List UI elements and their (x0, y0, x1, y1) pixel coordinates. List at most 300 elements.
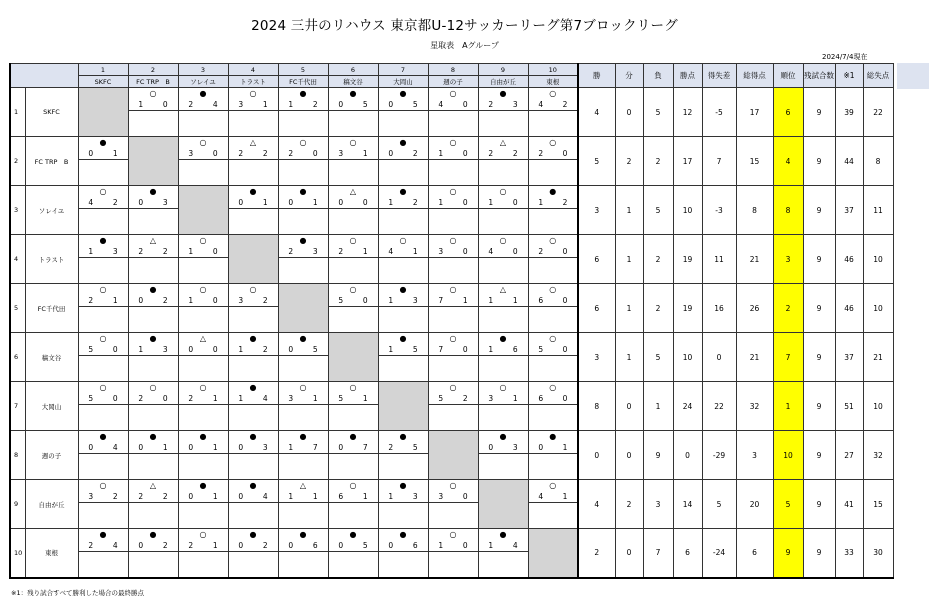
empty-cell (278, 466, 328, 480)
row-team-name: トラスト (25, 235, 78, 284)
score-against: 6 (303, 540, 328, 552)
score-for: 0 (278, 197, 303, 209)
score-for: 1 (128, 344, 153, 356)
score-for: 1 (228, 393, 253, 405)
stat-cell: 21 (736, 333, 773, 382)
score-against: 2 (153, 540, 178, 552)
score-for: 2 (528, 148, 553, 160)
column-number: 2 (128, 64, 178, 76)
empty-cell (128, 258, 178, 270)
rank-cell: 6 (773, 88, 803, 137)
score-against: 2 (253, 344, 278, 356)
result-mark: ● (128, 333, 178, 345)
result-mark: ● (228, 480, 278, 492)
empty-cell (78, 319, 128, 333)
empty-cell (528, 454, 578, 466)
score-for: 0 (128, 540, 153, 552)
row-team-name: SKFC (25, 88, 78, 137)
score-for: 6 (528, 393, 553, 405)
stat-cell: 46 (835, 284, 863, 333)
score-for: 1 (428, 540, 453, 552)
score-for: 3 (478, 393, 503, 405)
stat-cell: 0 (578, 431, 615, 480)
score-against: 5 (353, 99, 378, 111)
stat-cell: 30 (863, 529, 893, 578)
empty-cell (328, 172, 378, 186)
empty-cell (478, 552, 528, 564)
empty-cell (178, 503, 228, 515)
score-against: 4 (503, 540, 528, 552)
result-mark: ○ (78, 186, 128, 198)
empty-cell (528, 503, 578, 515)
row-team-name: 週の子 (25, 431, 78, 480)
result-mark: ● (178, 480, 228, 492)
empty-cell (278, 515, 328, 529)
score-for: 4 (528, 491, 553, 503)
empty-cell (78, 515, 128, 529)
stat-cell: 0 (615, 529, 643, 578)
empty-cell (478, 417, 528, 431)
self-match-cell (278, 284, 328, 307)
stat-cell: 32 (736, 382, 773, 431)
score-for: 0 (228, 442, 253, 454)
stat-cell: 4 (578, 88, 615, 137)
score-against: 1 (453, 295, 478, 307)
empty-cell (178, 564, 228, 578)
score-for: 5 (328, 295, 353, 307)
result-mark: ● (278, 88, 328, 100)
result-mark: △ (178, 333, 228, 345)
empty-cell (478, 405, 528, 417)
stat-cell: 9 (803, 529, 835, 578)
score-against: 1 (303, 197, 328, 209)
score-against: 7 (303, 442, 328, 454)
result-mark: ○ (478, 186, 528, 198)
result-mark: ● (128, 284, 178, 296)
score-against: 3 (303, 246, 328, 258)
empty-cell (528, 307, 578, 319)
score-against: 1 (203, 393, 228, 405)
empty-cell (528, 515, 578, 529)
empty-cell (228, 515, 278, 529)
rank-cell: 1 (773, 382, 803, 431)
empty-cell (128, 417, 178, 431)
empty-cell (378, 454, 428, 466)
empty-cell (428, 564, 478, 578)
empty-cell (428, 503, 478, 515)
stat-cell: 12 (673, 88, 702, 137)
score-for: 1 (478, 295, 503, 307)
result-mark: ○ (128, 382, 178, 394)
score-against: 1 (353, 148, 378, 160)
empty-cell (378, 123, 428, 137)
score-against: 3 (403, 295, 428, 307)
self-match-cell (178, 209, 228, 235)
empty-cell (78, 209, 128, 221)
stat-header: 分 (615, 64, 643, 88)
empty-cell (328, 160, 378, 172)
score-for: 2 (378, 442, 403, 454)
stat-cell: 11 (863, 186, 893, 235)
empty-cell (178, 307, 228, 319)
empty-cell (428, 417, 478, 431)
result-mark: ○ (428, 88, 478, 100)
stat-cell: 6 (578, 235, 615, 284)
stat-header: ※1 (835, 64, 863, 88)
empty-cell (378, 552, 428, 564)
empty-cell (378, 209, 428, 221)
empty-cell (128, 405, 178, 417)
self-match-cell (428, 431, 478, 454)
result-mark: ● (128, 186, 178, 198)
empty-cell (528, 319, 578, 333)
score-for: 0 (378, 148, 403, 160)
result-mark: ○ (428, 529, 478, 541)
stat-cell: 3 (643, 480, 673, 529)
result-mark: ● (278, 186, 328, 198)
self-match-cell (378, 405, 428, 431)
stat-cell: 5 (702, 480, 736, 529)
empty-cell (478, 454, 528, 466)
stat-cell: 27 (835, 431, 863, 480)
score-against: 1 (503, 295, 528, 307)
score-for: 4 (378, 246, 403, 258)
result-mark: ● (328, 431, 378, 443)
stat-cell: 2 (615, 137, 643, 186)
row-number: 8 (10, 431, 25, 480)
empty-cell (278, 552, 328, 564)
score-for: 1 (378, 344, 403, 356)
stat-cell: 5 (643, 333, 673, 382)
empty-cell (478, 172, 528, 186)
result-mark: ● (128, 529, 178, 541)
empty-cell (178, 319, 228, 333)
empty-cell (478, 356, 528, 368)
empty-cell (528, 258, 578, 270)
empty-cell (478, 209, 528, 221)
stat-cell: 2 (643, 284, 673, 333)
empty-cell (328, 417, 378, 431)
score-for: 2 (78, 295, 103, 307)
row-number: 9 (10, 480, 25, 529)
stat-cell: 17 (673, 137, 702, 186)
score-against: 2 (553, 99, 578, 111)
result-mark: ● (378, 137, 428, 149)
result-mark: ● (378, 529, 428, 541)
empty-cell (428, 356, 478, 368)
score-for: 5 (328, 393, 353, 405)
empty-cell (178, 270, 228, 284)
score-against: 0 (553, 344, 578, 356)
result-mark: ● (478, 333, 528, 345)
result-mark: ● (378, 333, 428, 345)
result-mark: ○ (78, 333, 128, 345)
score-for: 1 (478, 197, 503, 209)
empty-cell (228, 319, 278, 333)
score-for: 0 (178, 344, 203, 356)
empty-cell (278, 417, 328, 431)
score-against: 1 (253, 197, 278, 209)
result-mark: ○ (428, 333, 478, 345)
empty-cell (328, 503, 378, 515)
result-mark: ● (478, 431, 528, 443)
result-mark: ○ (528, 382, 578, 394)
result-mark: △ (478, 284, 528, 296)
score-for: 3 (428, 491, 453, 503)
rank-cell: 7 (773, 333, 803, 382)
score-for: 1 (178, 246, 203, 258)
result-mark: ● (378, 284, 428, 296)
stat-cell: -29 (702, 431, 736, 480)
rank-cell: 3 (773, 235, 803, 284)
empty-cell (478, 258, 528, 270)
empty-cell (428, 160, 478, 172)
empty-cell (178, 417, 228, 431)
score-for: 1 (378, 197, 403, 209)
result-mark: ● (78, 431, 128, 443)
empty-cell (528, 123, 578, 137)
empty-cell (228, 123, 278, 137)
score-against: 0 (553, 148, 578, 160)
result-mark: ○ (528, 284, 578, 296)
standings-table (9, 63, 894, 579)
stat-cell: 21 (863, 333, 893, 382)
result-mark: ● (378, 186, 428, 198)
stat-header: 勝点 (673, 64, 702, 88)
empty-cell (428, 270, 478, 284)
empty-cell (528, 209, 578, 221)
score-against: 0 (103, 344, 128, 356)
result-mark: ○ (178, 137, 228, 149)
empty-cell (378, 270, 428, 284)
empty-cell (228, 368, 278, 382)
empty-cell (328, 405, 378, 417)
stat-cell: 10 (673, 186, 702, 235)
stat-cell: 21 (736, 235, 773, 284)
empty-cell (378, 515, 428, 529)
empty-cell (328, 552, 378, 564)
empty-cell (478, 319, 528, 333)
score-against: 0 (503, 197, 528, 209)
column-number: 8 (428, 64, 478, 76)
stat-cell: 19 (673, 284, 702, 333)
score-for: 2 (278, 148, 303, 160)
rank-cell: 9 (773, 529, 803, 578)
stat-cell: 37 (835, 186, 863, 235)
score-against: 1 (303, 393, 328, 405)
result-mark: ○ (428, 480, 478, 492)
empty-cell (528, 466, 578, 480)
score-for: 2 (178, 99, 203, 111)
result-mark: ○ (528, 235, 578, 247)
empty-cell (128, 319, 178, 333)
score-against: 0 (453, 491, 478, 503)
score-for: 0 (228, 491, 253, 503)
score-for: 2 (478, 99, 503, 111)
stat-cell: 44 (835, 137, 863, 186)
row-team-name: 自由が丘 (25, 480, 78, 529)
stat-cell: 5 (643, 88, 673, 137)
score-against: 2 (253, 295, 278, 307)
result-mark: ● (478, 88, 528, 100)
score-against: 1 (303, 491, 328, 503)
score-against: 0 (453, 540, 478, 552)
result-mark: ● (228, 333, 278, 345)
empty-cell (278, 111, 328, 123)
rank-cell: 2 (773, 284, 803, 333)
empty-cell (228, 160, 278, 172)
result-mark: ○ (178, 529, 228, 541)
empty-cell (178, 258, 228, 270)
empty-cell (478, 466, 528, 480)
empty-cell (178, 454, 228, 466)
result-mark: ● (528, 431, 578, 443)
empty-cell (228, 405, 278, 417)
empty-cell (278, 209, 328, 221)
empty-cell (228, 503, 278, 515)
column-number: 5 (278, 64, 328, 76)
stat-cell: 33 (835, 529, 863, 578)
result-mark: ○ (78, 480, 128, 492)
empty-cell (228, 417, 278, 431)
result-mark: ● (228, 431, 278, 443)
empty-cell (478, 270, 528, 284)
empty-cell (78, 405, 128, 417)
stat-cell: 3 (736, 431, 773, 480)
empty-cell (78, 307, 128, 319)
empty-cell (78, 160, 128, 172)
score-against: 2 (103, 197, 128, 209)
row-team-name: FC TRP B (25, 137, 78, 186)
empty-cell (478, 160, 528, 172)
empty-cell (128, 552, 178, 564)
stat-cell: 14 (673, 480, 702, 529)
score-for: 3 (428, 246, 453, 258)
self-match-cell (328, 356, 378, 382)
score-for: 1 (428, 197, 453, 209)
score-for: 0 (328, 540, 353, 552)
empty-cell (178, 123, 228, 137)
score-against: 6 (503, 344, 528, 356)
stat-cell: 17 (736, 88, 773, 137)
row-team-name: 稿文谷 (25, 333, 78, 382)
empty-cell (378, 466, 428, 480)
as-of-date: 2024/7/4現在 (822, 53, 868, 61)
result-mark: ● (278, 431, 328, 443)
row-team-name: 東根 (25, 529, 78, 578)
result-mark: ○ (478, 235, 528, 247)
score-against: 0 (453, 197, 478, 209)
stat-cell: 9 (803, 382, 835, 431)
stat-cell: 9 (803, 480, 835, 529)
score-for: 2 (78, 540, 103, 552)
empty-cell (78, 172, 128, 186)
score-for: 0 (528, 442, 553, 454)
result-mark: ○ (428, 284, 478, 296)
stat-cell: 9 (803, 137, 835, 186)
rank-cell: 5 (773, 480, 803, 529)
row-team-name: 大岡山 (25, 382, 78, 431)
result-mark: △ (128, 235, 178, 247)
column-team-name: 稿文谷 (328, 76, 378, 88)
result-mark: ● (378, 88, 428, 100)
score-for: 2 (178, 540, 203, 552)
empty-cell (128, 466, 178, 480)
score-against: 0 (453, 148, 478, 160)
result-mark: ○ (328, 284, 378, 296)
column-number: 9 (478, 64, 528, 76)
result-mark: ○ (228, 284, 278, 296)
stat-cell: 22 (702, 382, 736, 431)
stat-cell: 15 (736, 137, 773, 186)
empty-cell (278, 160, 328, 172)
score-for: 3 (178, 148, 203, 160)
score-against: 2 (253, 148, 278, 160)
self-match-cell (478, 503, 528, 529)
empty-cell (178, 552, 228, 564)
score-against: 1 (203, 442, 228, 454)
stat-cell: -24 (702, 529, 736, 578)
self-match-cell (78, 88, 128, 111)
result-mark: △ (128, 480, 178, 492)
empty-cell (278, 564, 328, 578)
score-for: 1 (78, 246, 103, 258)
empty-cell (78, 258, 128, 270)
stat-header: 得失差 (702, 64, 736, 88)
result-mark: ● (178, 431, 228, 443)
score-against: 5 (353, 540, 378, 552)
result-mark: ● (278, 235, 328, 247)
stat-cell: 10 (863, 382, 893, 431)
score-against: 0 (553, 295, 578, 307)
result-mark: ○ (178, 284, 228, 296)
result-mark: ○ (428, 186, 478, 198)
score-against: 3 (153, 344, 178, 356)
empty-cell (378, 172, 428, 186)
score-against: 2 (153, 295, 178, 307)
stat-cell: 2 (643, 235, 673, 284)
stat-header: 総得点 (736, 64, 773, 88)
stat-cell: -5 (702, 88, 736, 137)
row-number: 10 (10, 529, 25, 578)
empty-cell (428, 123, 478, 137)
score-against: 3 (403, 491, 428, 503)
empty-cell (528, 160, 578, 172)
empty-cell (528, 368, 578, 382)
empty-cell (328, 307, 378, 319)
row-number: 7 (10, 382, 25, 431)
score-for: 0 (478, 442, 503, 454)
score-for: 7 (428, 344, 453, 356)
stat-header: 順位 (773, 64, 803, 88)
empty-cell (78, 356, 128, 368)
empty-cell (278, 270, 328, 284)
score-for: 2 (128, 491, 153, 503)
score-against: 1 (553, 442, 578, 454)
stat-cell: 3 (578, 333, 615, 382)
stat-cell: 19 (673, 235, 702, 284)
empty-cell (428, 209, 478, 221)
empty-cell (128, 503, 178, 515)
stat-cell: 9 (803, 284, 835, 333)
empty-cell (128, 515, 178, 529)
empty-cell (478, 564, 528, 578)
score-against: 0 (153, 393, 178, 405)
empty-cell (178, 466, 228, 480)
rank-cell: 10 (773, 431, 803, 480)
result-mark: ○ (478, 382, 528, 394)
empty-cell (128, 111, 178, 123)
